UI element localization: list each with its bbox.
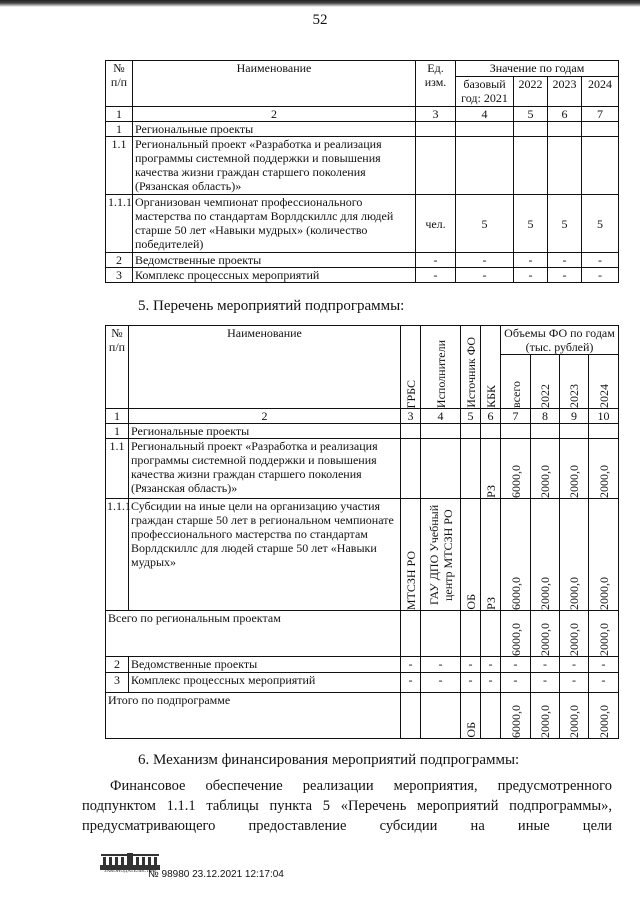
- row-base: [456, 122, 514, 137]
- paragraph-line: Финансовое обеспечение реализации мероприятия, предусмотренного: [110, 778, 612, 794]
- col-2022-header: 2022: [514, 77, 548, 107]
- paragraph-line: предусматривающего предоставление субсидии на иные цели: [82, 818, 612, 834]
- row-num: 2: [106, 253, 133, 268]
- index-cell: 7: [582, 107, 619, 122]
- row-2024: -: [582, 253, 619, 268]
- dash-cell: -: [461, 673, 481, 693]
- dash-cell: -: [421, 673, 461, 693]
- dash-cell: -: [560, 657, 589, 673]
- index-cell: 10: [589, 409, 619, 424]
- col-num-header: № п/п: [106, 326, 129, 409]
- row-kbk: РЗ: [481, 439, 501, 499]
- row-total: 6000,0: [501, 611, 531, 657]
- row-2024: 2000,0: [589, 611, 619, 657]
- row-2022: [514, 137, 548, 195]
- col-grbs-header: ГРБС: [401, 326, 421, 409]
- row-num: 1.1.1: [106, 195, 133, 253]
- document-number: № 98980 23.12.2021 12:17:04: [148, 869, 284, 880]
- index-cell: 7: [501, 409, 531, 424]
- row-source: ОБ: [461, 693, 481, 739]
- row-2023: [548, 137, 582, 195]
- row-name: Комплекс процессных мероприятий: [133, 268, 416, 283]
- row-2024: 2000,0: [589, 693, 619, 739]
- table-row: [106, 122, 619, 137]
- section-6-title: 6. Механизм финансирования мероприятий подпрограммы:: [138, 752, 520, 768]
- index-cell: 8: [531, 409, 560, 424]
- scan-top-edge: [0, 0, 640, 7]
- col-total-header: всего: [501, 355, 531, 409]
- row-unit: -: [416, 253, 456, 268]
- row-base: -: [456, 253, 514, 268]
- table-row: [106, 268, 619, 283]
- row-2022: -: [514, 268, 548, 283]
- row-name: Региональный проект «Разработка и реализация программы системной поддержки и повышения качества жизни граждан старшего поколения (Рязанская область)»: [129, 439, 401, 499]
- dash-cell: -: [531, 657, 560, 673]
- row-name: Региональный проект «Разработка и реализация программы системной поддержки и повышения качества жизни граждан старшего поколения (Рязанская область)»: [133, 137, 416, 195]
- row-2023: 2000,0: [560, 693, 589, 739]
- dash-cell: -: [589, 673, 619, 693]
- table-row: [106, 657, 619, 673]
- table-row: [106, 439, 619, 499]
- index-cell: 4: [421, 409, 461, 424]
- row-num: 3: [106, 268, 133, 283]
- dash-cell: -: [401, 657, 421, 673]
- col-2024-header: 2024: [582, 77, 619, 107]
- row-2023: [548, 122, 582, 137]
- index-row: [106, 107, 619, 122]
- row-exec: ГАУ ДПО Учебный центр МТСЗН РО: [421, 499, 461, 611]
- row-num: 1.1.1: [106, 499, 129, 611]
- col-name-header: Наименование: [133, 61, 416, 107]
- row-total: 6000,0: [501, 693, 531, 739]
- table-row: [106, 499, 619, 611]
- index-cell: 2: [133, 107, 416, 122]
- total-subprogram-row: [106, 693, 619, 739]
- row-num: 1: [106, 424, 129, 439]
- row-num: 2: [106, 657, 129, 673]
- row-name: Субсидии на иные цели на организацию участия граждан старше 50 лет в региональном чемпионате профессионального мастерства по стандартам Ворлдскиллс для людей старше 50 лет «Навыки мудрых»: [129, 499, 401, 611]
- row-2024: [582, 122, 619, 137]
- row-name: Итого по подпрограмме: [106, 693, 401, 739]
- row-2023: 2000,0: [560, 499, 589, 611]
- row-grbs: МТСЗН РО: [401, 499, 421, 611]
- row-unit: [416, 137, 456, 195]
- row-2023: 2000,0: [560, 611, 589, 657]
- col-2023-header: 2023: [560, 355, 589, 409]
- dash-cell: -: [501, 673, 531, 693]
- section-5-title: 5. Перечень мероприятий подпрограммы:: [138, 298, 405, 314]
- row-name: Ведомственные проекты: [133, 253, 416, 268]
- row-base: -: [456, 268, 514, 283]
- index-cell: 9: [560, 409, 589, 424]
- row-2023: 5: [548, 195, 582, 253]
- dash-cell: -: [461, 657, 481, 673]
- row-2022: -: [514, 253, 548, 268]
- row-2022: 2000,0: [531, 693, 560, 739]
- index-cell: 5: [461, 409, 481, 424]
- row-2023: -: [548, 253, 582, 268]
- row-num: 1.1: [106, 439, 129, 499]
- col-num-header: № п/п: [106, 61, 133, 107]
- dash-cell: -: [531, 673, 560, 693]
- dash-cell: -: [421, 657, 461, 673]
- table-row: [106, 673, 619, 693]
- index-cell: 6: [548, 107, 582, 122]
- col-exec-header: Исполнители: [421, 326, 461, 409]
- financing-paragraph: [82, 776, 612, 836]
- col-source-header: Источник ФО: [461, 326, 481, 409]
- dash-cell: -: [481, 673, 501, 693]
- row-2022: 2000,0: [531, 611, 560, 657]
- col-unit-header: Ед. изм.: [416, 61, 456, 107]
- row-2022: 2000,0: [531, 439, 560, 499]
- row-unit: -: [416, 268, 456, 283]
- row-2024: 2000,0: [589, 499, 619, 611]
- row-2024: 5: [582, 195, 619, 253]
- dash-cell: -: [481, 657, 501, 673]
- dash-cell: -: [501, 657, 531, 673]
- row-name: Региональные проекты: [133, 122, 416, 137]
- dash-cell: -: [401, 673, 421, 693]
- index-cell: 5: [514, 107, 548, 122]
- index-cell: 1: [106, 409, 129, 424]
- table-row: [106, 253, 619, 268]
- row-2023: 2000,0: [560, 439, 589, 499]
- row-2024: 2000,0: [589, 439, 619, 499]
- row-num: 1: [106, 122, 133, 137]
- dash-cell: -: [560, 673, 589, 693]
- row-num: 3: [106, 673, 129, 693]
- row-name: Региональные проекты: [129, 424, 401, 439]
- table-row: [106, 424, 619, 439]
- index-cell: 3: [416, 107, 456, 122]
- row-2022: [514, 122, 548, 137]
- col-values-header: Значение по годам: [456, 61, 619, 77]
- row-unit: [416, 122, 456, 137]
- col-2022-header: 2022: [531, 355, 560, 409]
- index-cell: 1: [106, 107, 133, 122]
- row-total: 6000,0: [501, 439, 531, 499]
- col-kbk-header: КБК: [481, 326, 501, 409]
- table-row: [106, 195, 619, 253]
- row-kbk: РЗ: [481, 499, 501, 611]
- index-cell: 4: [456, 107, 514, 122]
- row-2022: 2000,0: [531, 499, 560, 611]
- table-row: [106, 137, 619, 195]
- stamp-caption: ЗАКОНОДАТЕЛЬСТВО: [104, 869, 157, 874]
- total-regional-row: [106, 611, 619, 657]
- row-unit: чел.: [416, 195, 456, 253]
- paragraph-line: подпунктом 1.1.1 таблицы пункта 5 «Перечень мероприятий подпрограммы»,: [82, 798, 612, 814]
- index-cell: 2: [129, 409, 401, 424]
- index-cell: 6: [481, 409, 501, 424]
- col-2023-header: 2023: [548, 77, 582, 107]
- row-2024: -: [582, 268, 619, 283]
- row-name: Организован чемпионат профессионального мастерства по стандартам Ворлдскиллс для людей старше 50 лет «Навыки мудрых» (количество победителей): [133, 195, 416, 253]
- activities-table: [105, 325, 619, 739]
- row-name: Ведомственные проекты: [129, 657, 401, 673]
- row-2022: 5: [514, 195, 548, 253]
- indicators-table: [105, 60, 619, 283]
- row-base: 5: [456, 195, 514, 253]
- page-number: 52: [312, 12, 328, 28]
- index-row: [106, 409, 619, 424]
- row-num: 1.1: [106, 137, 133, 195]
- row-name: Комплекс процессных мероприятий: [129, 673, 401, 693]
- col-volumes-header: Объемы ФО по годам (тыс. рублей): [501, 326, 619, 355]
- index-cell: 3: [401, 409, 421, 424]
- row-2023: -: [548, 268, 582, 283]
- row-2024: [582, 137, 619, 195]
- col-name-header: Наименование: [129, 326, 401, 409]
- row-source: ОБ: [461, 499, 481, 611]
- col-2024-header: 2024: [589, 355, 619, 409]
- col-base-header: базовый год: 2021: [456, 77, 514, 107]
- row-base: [456, 137, 514, 195]
- row-total: 6000,0: [501, 499, 531, 611]
- row-name: Всего по региональным проектам: [106, 611, 401, 657]
- dash-cell: -: [589, 657, 619, 673]
